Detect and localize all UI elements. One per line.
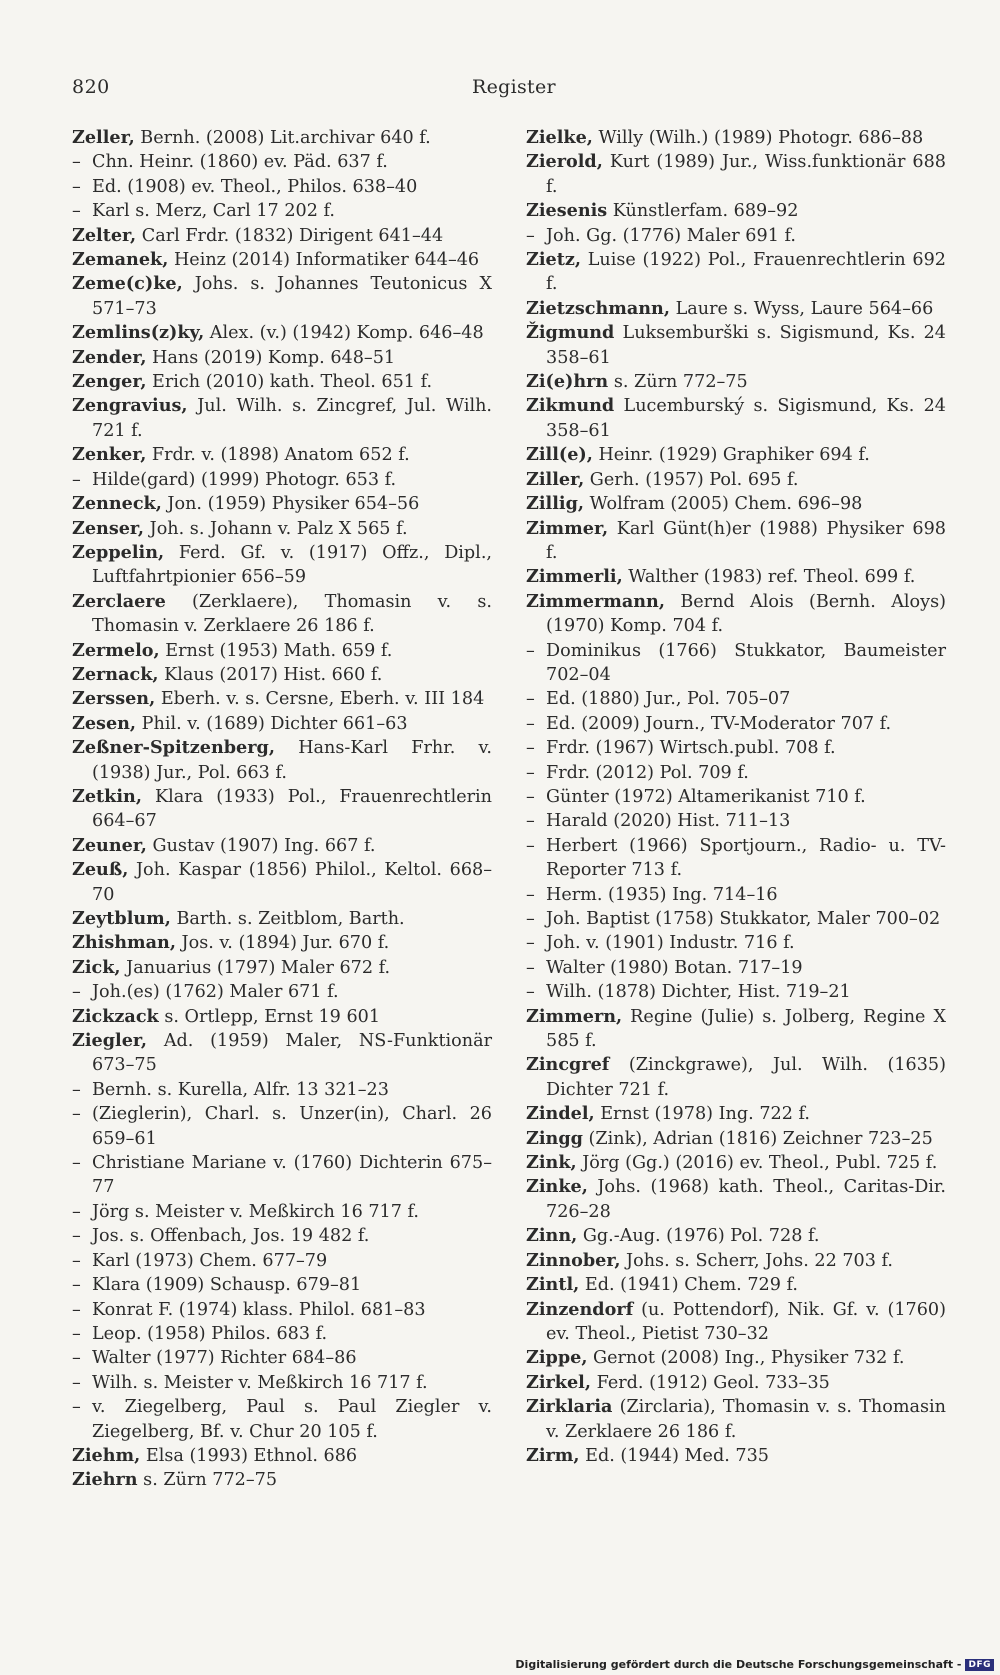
entry-headword: Zeppelin, <box>72 541 165 563</box>
index-entry <box>72 639 492 663</box>
entry-text: Herbert (1966) Sportjourn., Radio- u. TV-Reporter 713 f. <box>546 835 946 881</box>
index-entry <box>72 492 492 516</box>
entry-text: Karl (1973) Chem. 677–79 <box>92 1250 328 1271</box>
entry-text: Laure s. Wyss, Laure 564–66 <box>669 298 934 319</box>
subentry-dash: – <box>526 762 535 783</box>
index-entry <box>72 687 492 711</box>
entry-text: Bernh. s. Kurella, Alfr. 13 321–23 <box>92 1079 389 1100</box>
entry-text: Hans-Karl Frhr. v. (1938) Jur., Pol. 663 f. <box>92 738 492 783</box>
entry-headword: Zinn, <box>526 1225 578 1247</box>
entry-headword: Zi(e)hrn <box>526 371 609 393</box>
entry-text: Joh. s. Johann v. Palz X 565 f. <box>144 518 408 539</box>
subentry-dash: – <box>72 1275 81 1296</box>
index-entry <box>72 858 492 907</box>
entry-text: Christiane Mariane v. (1760) Dichterin 675–77 <box>92 1153 492 1198</box>
index-entry <box>526 1102 946 1126</box>
entry-headword: Zietzschmann, <box>526 297 670 319</box>
index-entry <box>526 1346 946 1370</box>
index-subentry <box>72 1224 492 1248</box>
index-entry <box>72 931 492 955</box>
index-entry <box>526 1371 946 1395</box>
entry-text: (Zerklaere), Thomasin v. s. Thomasin v. Zerklaere 26 186 f. <box>92 591 492 637</box>
index-entry <box>72 1468 492 1492</box>
subentry-dash: – <box>72 1372 81 1393</box>
entry-headword: Zirkel, <box>526 1371 591 1393</box>
entry-text: Lucemburský s. Sigismund, Ks. 24 358–61 <box>546 396 946 441</box>
index-entry <box>526 150 946 199</box>
page-header <box>72 76 1000 106</box>
entry-headword: Zetkin, <box>72 785 142 807</box>
subentry-dash: – <box>72 1397 81 1418</box>
index-entry <box>72 248 492 272</box>
entry-headword: Zeme(c)ke, <box>72 273 183 295</box>
entry-headword: Zemlins(z)ky, <box>72 322 205 344</box>
entry-text: Herm. (1935) Ing. 714–16 <box>546 884 778 905</box>
entry-headword: Zimmern, <box>526 1005 623 1027</box>
index-entry <box>72 517 492 541</box>
index-subentry <box>526 785 946 809</box>
index-entry <box>72 370 492 394</box>
entry-text: Joh. Kaspar (1856) Philol., Keltol. 668–70 <box>92 860 492 905</box>
entry-text: Ferd. Gf. v. (1917) Offz., Dipl., Luftfahrtpionier 656–59 <box>92 542 492 588</box>
index-subentry <box>526 639 946 688</box>
subentry-dash: – <box>526 957 535 978</box>
entry-text: Walter (1980) Botan. 717–19 <box>546 957 803 978</box>
entry-text: Januarius (1797) Maler 672 f. <box>120 957 391 978</box>
subentry-dash: – <box>72 1104 81 1125</box>
entry-text: (Zinckgrawe), Jul. Wilh. (1635) Dichter 721 f. <box>546 1055 946 1100</box>
entry-text: Wolfram (2005) Chem. 696–98 <box>584 494 863 515</box>
entry-text: Wilh. (1878) Dichter, Hist. 719–21 <box>546 982 851 1003</box>
index-entry <box>72 663 492 687</box>
entry-text: Johs. s. Scherr, Johs. 22 703 f. <box>620 1250 894 1271</box>
entry-text: Barth. s. Zeitblom, Barth. <box>170 909 405 929</box>
subentry-dash: – <box>526 689 535 710</box>
index-entry <box>72 736 492 785</box>
entry-text: Joh. Baptist (1758) Stukkator, Maler 700–02 <box>546 909 941 929</box>
entry-text: Luksemburški s. Sigismund, Ks. 24 358–61 <box>546 323 946 368</box>
entry-headword: Zeuner, <box>72 834 147 856</box>
entry-text: Johs. s. Johannes Teutonicus X 571–73 <box>92 274 492 319</box>
entry-headword: Zierold, <box>526 151 603 173</box>
index-entry <box>72 346 492 370</box>
footer <box>515 1658 994 1671</box>
entry-text: Ferd. (1912) Geol. 733–35 <box>591 1372 830 1393</box>
entry-headword: Zeßner-Spitzenberg, <box>72 737 275 759</box>
entry-headword: Zikmund <box>526 395 615 417</box>
entry-text: Alex. (v.) (1942) Komp. 646–48 <box>204 323 484 344</box>
entry-text: Luise (1922) Pol., Frauenrechtlerin 692 f. <box>546 250 946 295</box>
index-entry <box>526 1249 946 1273</box>
index-subentry <box>72 1200 492 1224</box>
entry-headword: Zeytblum, <box>72 908 171 929</box>
index-entry <box>526 1151 946 1175</box>
entry-text: Jörg s. Meister v. Meßkirch 16 717 f. <box>92 1201 420 1222</box>
entry-text: Klaus (2017) Hist. 660 f. <box>158 664 383 685</box>
index-subentry <box>526 834 946 883</box>
entry-text: Gg.-Aug. (1976) Pol. 728 f. <box>577 1226 820 1247</box>
subentry-dash: – <box>72 201 81 222</box>
index-subentry <box>72 1371 492 1395</box>
entry-text: Hans (2019) Komp. 648–51 <box>146 347 396 368</box>
entry-headword: Zippe, <box>526 1347 588 1369</box>
entry-headword: Zimmerli, <box>526 566 623 588</box>
entry-text: s. Ortlepp, Ernst 19 601 <box>158 1006 381 1027</box>
entry-text: Ed. (1944) Med. 735 <box>579 1445 769 1466</box>
entry-text: Dominikus (1766) Stukkator, Baumeister 702–04 <box>546 640 946 685</box>
entry-text: s. Zürn 772–75 <box>608 372 748 393</box>
subentry-dash: – <box>526 884 535 905</box>
entry-text: Ernst (1953) Math. 659 f. <box>159 640 393 661</box>
entry-text: Karl s. Merz, Carl 17 202 f. <box>92 201 335 222</box>
entry-headword: Zick, <box>72 956 121 978</box>
index-entry <box>72 224 492 248</box>
entry-headword: Zimmermann, <box>526 590 665 612</box>
entry-headword: Zhishman, <box>72 932 176 954</box>
index-subentry <box>72 980 492 1004</box>
entry-headword: Ziegler, <box>72 1030 148 1052</box>
entry-text: Erich (2010) kath. Theol. 651 f. <box>146 372 433 393</box>
running-title: Register <box>472 76 556 98</box>
index-entry <box>526 394 946 443</box>
entry-headword: Zenger, <box>72 371 147 393</box>
index-entry <box>526 1298 946 1347</box>
entry-text: Carl Frdr. (1832) Dirigent 641–44 <box>136 225 444 246</box>
entry-headword: Zinke, <box>526 1176 588 1198</box>
entry-text: Harald (2020) Hist. 711–13 <box>546 811 791 832</box>
entry-text: Ernst (1978) Ing. 722 f. <box>594 1104 810 1125</box>
entry-text: Jos. s. Offenbach, Jos. 19 482 f. <box>92 1226 370 1247</box>
entry-text: Jörg (Gg.) (2016) ev. Theol., Publ. 725 f. <box>576 1153 938 1174</box>
index-entry <box>526 443 946 467</box>
entry-text: Regine (Julie) s. Jolberg, Regine X 585 f. <box>546 1006 946 1052</box>
index-subentry <box>526 809 946 833</box>
subentry-dash: – <box>72 469 81 490</box>
entry-text: Klara (1909) Schausp. 679–81 <box>92 1275 362 1296</box>
entry-text: Frdr. v. (1898) Anatom 652 f. <box>146 445 410 466</box>
index-entry <box>526 1127 946 1151</box>
entry-headword: Zengravius, <box>72 395 188 417</box>
index-subentry <box>526 687 946 711</box>
entry-text: (Zirclaria), Thomasin v. s. Thomasin v. Zerklaere 26 186 f. <box>546 1397 946 1442</box>
entry-headword: Zeuß, <box>72 859 129 881</box>
entry-text: Jos. v. (1894) Jur. 670 f. <box>175 933 390 954</box>
entry-headword: Ziehrn <box>72 1469 138 1491</box>
index-entry <box>526 370 946 394</box>
index-entry <box>72 907 492 931</box>
index-subentry <box>72 1078 492 1102</box>
index-subentry <box>526 224 946 248</box>
subentry-dash: – <box>72 1323 81 1344</box>
entry-headword: Zingg <box>526 1127 583 1149</box>
subentry-dash: – <box>526 982 535 1003</box>
index-entry <box>526 1224 946 1248</box>
entry-text: (Zink), Adrian (1816) Zeichner 723–25 <box>582 1128 933 1149</box>
subentry-dash: – <box>526 786 535 807</box>
entry-headword: Zenker, <box>72 444 147 466</box>
index-subentry <box>72 1298 492 1322</box>
index-entry <box>72 712 492 736</box>
subentry-dash: – <box>526 835 535 856</box>
index-entry <box>72 1444 492 1468</box>
entry-headword: Zermelo, <box>72 639 160 661</box>
subentry-dash: – <box>72 1153 81 1174</box>
entry-text: Ed. (1880) Jur., Pol. 705–07 <box>546 689 791 710</box>
entry-text: Johs. (1968) kath. Theol., Caritas-Dir. 726–28 <box>546 1177 946 1222</box>
index-subentry <box>526 956 946 980</box>
index-subentry <box>72 1346 492 1370</box>
entry-headword: Zelter, <box>72 224 137 246</box>
entry-text: Jul. Wilh. s. Zincgref, Jul. Wilh. 721 f. <box>92 396 492 441</box>
index-entry <box>72 956 492 980</box>
entry-text: Joh. v. (1901) Industr. 716 f. <box>546 933 795 954</box>
subentry-dash: – <box>72 176 81 197</box>
index-entry <box>72 785 492 834</box>
index-entry <box>526 321 946 370</box>
index-entry <box>526 126 946 150</box>
entry-headword: Zernack, <box>72 663 159 685</box>
index-subentry <box>72 150 492 174</box>
subentry-dash: – <box>72 1226 81 1247</box>
entry-text: Klara (1933) Pol., Frauenrechtlerin 664–67 <box>92 786 492 832</box>
index-subentry <box>526 761 946 785</box>
entry-text: Gernot (2008) Ing., Physiker 732 f. <box>587 1348 905 1369</box>
index-subentry <box>526 980 946 1004</box>
entry-text: Walter (1977) Richter 684–86 <box>92 1348 357 1369</box>
entry-text: Eberh. v. s. Cersne, Eberh. v. III 184 <box>155 689 485 710</box>
digitization-note: Digitalisierung gefördert durch die Deutsche Forschungsgemeinschaft - <box>515 1658 962 1671</box>
entry-text: Ad. (1959) Maler, NS-Funktionär 673–75 <box>92 1031 492 1076</box>
subentry-dash: – <box>526 738 535 759</box>
entry-headword: Zenser, <box>72 517 145 539</box>
index-column-right <box>526 126 946 1468</box>
entry-headword: Zincgref <box>526 1054 610 1076</box>
index-entry <box>72 443 492 467</box>
entry-text: Gustav (1907) Ing. 667 f. <box>146 835 376 856</box>
entry-text: Jon. (1959) Physiker 654–56 <box>161 494 420 515</box>
entry-headword: Zill(e), <box>526 444 593 466</box>
subentry-dash: – <box>72 982 81 1003</box>
index-entry <box>72 1029 492 1078</box>
entry-text: Leop. (1958) Philos. 683 f. <box>92 1323 328 1344</box>
index-subentry <box>72 1395 492 1444</box>
entry-text: Bernd Alois (Bernh. Aloys) (1970) Komp. 704 f. <box>546 591 946 637</box>
index-entry <box>526 199 946 223</box>
entry-headword: Zickzack <box>72 1005 159 1027</box>
index-entry <box>526 1175 946 1224</box>
index-entry <box>526 1005 946 1054</box>
entry-text: Phil. v. (1689) Dichter 661–63 <box>136 713 408 734</box>
entry-text: Bernh. (2008) Lit.archivar 640 f. <box>134 128 431 148</box>
entry-headword: Zillig, <box>526 493 585 515</box>
index-entry <box>72 1005 492 1029</box>
subentry-dash: – <box>72 1250 81 1271</box>
index-entry <box>526 1053 946 1102</box>
entry-headword: Zietz, <box>526 249 581 271</box>
entry-headword: Zintl, <box>526 1274 580 1296</box>
index-entry <box>526 468 946 492</box>
subentry-dash: – <box>72 152 81 173</box>
index-column-left <box>72 126 492 1493</box>
entry-headword: Zirm, <box>526 1444 580 1466</box>
index-subentry <box>72 1102 492 1151</box>
entry-text: Wilh. s. Meister v. Meßkirch 16 717 f. <box>92 1372 428 1393</box>
subentry-dash: – <box>72 1348 81 1369</box>
entry-headword: Zindel, <box>526 1103 595 1125</box>
index-entry <box>526 565 946 589</box>
page-number: 820 <box>72 76 110 98</box>
entry-text: Konrat F. (1974) klass. Philol. 681–83 <box>92 1299 426 1320</box>
index-entry <box>526 297 946 321</box>
entry-headword: Ziller, <box>526 468 585 490</box>
index-entry <box>526 590 946 639</box>
entry-text: Ed. (1941) Chem. 729 f. <box>579 1275 798 1296</box>
entry-headword: Zirklaria <box>526 1396 613 1418</box>
entry-headword: Zink, <box>526 1152 577 1174</box>
entry-text: Willy (Wilh.) (1989) Photogr. 686–88 <box>592 128 924 148</box>
entry-headword: Zielke, <box>526 127 593 148</box>
entry-text: Kurt (1989) Jur., Wiss.funktionär 688 f. <box>546 152 946 197</box>
entry-headword: Zerssen, <box>72 688 156 710</box>
entry-headword: Zenneck, <box>72 493 162 515</box>
entry-headword: Zeller, <box>72 127 135 148</box>
entry-text: (u. Pottendorf), Nik. Gf. v. (1760) ev. Theol., Pietist 730–32 <box>546 1299 946 1344</box>
index-entry <box>72 272 492 321</box>
index-subentry <box>526 736 946 760</box>
index-subentry <box>526 931 946 955</box>
index-subentry <box>72 199 492 223</box>
index-subentry <box>72 1322 492 1346</box>
entry-text: Joh. Gg. (1776) Maler 691 f. <box>546 225 796 246</box>
entry-headword: Ziehm, <box>72 1444 141 1466</box>
index-entry <box>72 541 492 590</box>
entry-text: Ed. (1908) ev. Theol., Philos. 638–40 <box>92 176 418 197</box>
entry-text: Joh.(es) (1762) Maler 671 f. <box>92 982 339 1003</box>
index-entry <box>526 517 946 566</box>
index-entry <box>72 590 492 639</box>
subentry-dash: – <box>72 1079 81 1100</box>
entry-headword: Zesen, <box>72 712 137 734</box>
index-entry <box>72 126 492 150</box>
entry-text: Gerh. (1957) Pol. 695 f. <box>584 469 799 490</box>
entry-text: Heinz (2014) Informatiker 644–46 <box>168 250 480 271</box>
subentry-dash: – <box>72 1201 81 1222</box>
subentry-dash: – <box>526 713 535 734</box>
entry-text: Karl Günt(h)er (1988) Physiker 698 f. <box>546 518 946 563</box>
index-entry <box>526 248 946 297</box>
index-subentry <box>72 1249 492 1273</box>
entry-text: Günter (1972) Altamerikanist 710 f. <box>546 786 866 807</box>
entry-text: Frdr. (2012) Pol. 709 f. <box>546 762 749 783</box>
entry-text: s. Zürn 772–75 <box>137 1470 278 1491</box>
subentry-dash: – <box>526 225 535 246</box>
index-subentry <box>526 907 946 931</box>
subentry-dash: – <box>526 909 535 929</box>
entry-text: (Zieglerin), Charl. s. Unzer(in), Charl. 26 659–61 <box>92 1104 492 1149</box>
subentry-dash: – <box>72 1299 81 1320</box>
index-entry <box>526 1444 946 1468</box>
index-entry <box>526 1273 946 1297</box>
entry-text: Ed. (2009) Journ., TV-Moderator 707 f. <box>546 713 892 734</box>
index-subentry <box>72 468 492 492</box>
subentry-dash: – <box>526 933 535 954</box>
index-subentry <box>72 175 492 199</box>
entry-text: Elsa (1993) Ethnol. 686 <box>140 1445 358 1466</box>
entry-text: Frdr. (1967) Wirtsch.publ. 708 f. <box>546 738 836 759</box>
subentry-dash: – <box>526 811 535 832</box>
entry-text: Chn. Heinr. (1860) ev. Päd. 637 f. <box>92 152 388 173</box>
entry-text: Künstlerfam. 689–92 <box>607 201 799 222</box>
index-subentry <box>526 883 946 907</box>
entry-headword: Zinzendorf <box>526 1298 634 1320</box>
entry-text: Hilde(gard) (1999) Photogr. 653 f. <box>92 469 397 490</box>
index-subentry <box>72 1273 492 1297</box>
entry-headword: Ziesenis <box>526 200 608 222</box>
entry-headword: Zemanek, <box>72 249 169 271</box>
entry-headword: Zender, <box>72 346 147 368</box>
dfg-logo: DFG <box>965 1659 994 1671</box>
entry-text: v. Ziegelberg, Paul s. Paul Ziegler v. Ziegelberg, Bf. v. Chur 20 105 f. <box>92 1397 492 1442</box>
entry-headword: Zerclaere <box>72 590 166 612</box>
entry-headword: Zimmer, <box>526 517 609 539</box>
index-entry <box>72 834 492 858</box>
index-entry <box>526 1395 946 1444</box>
index-entry <box>72 321 492 345</box>
subentry-dash: – <box>526 640 535 661</box>
entry-headword: Žigmund <box>526 322 615 344</box>
index-entry <box>526 492 946 516</box>
index-subentry <box>72 1151 492 1200</box>
index-subentry <box>526 712 946 736</box>
entry-headword: Zinnober, <box>526 1249 621 1271</box>
index-entry <box>72 394 492 443</box>
entry-text: Walther (1983) ref. Theol. 699 f. <box>622 567 916 588</box>
entry-text: Heinr. (1929) Graphiker 694 f. <box>592 445 870 466</box>
